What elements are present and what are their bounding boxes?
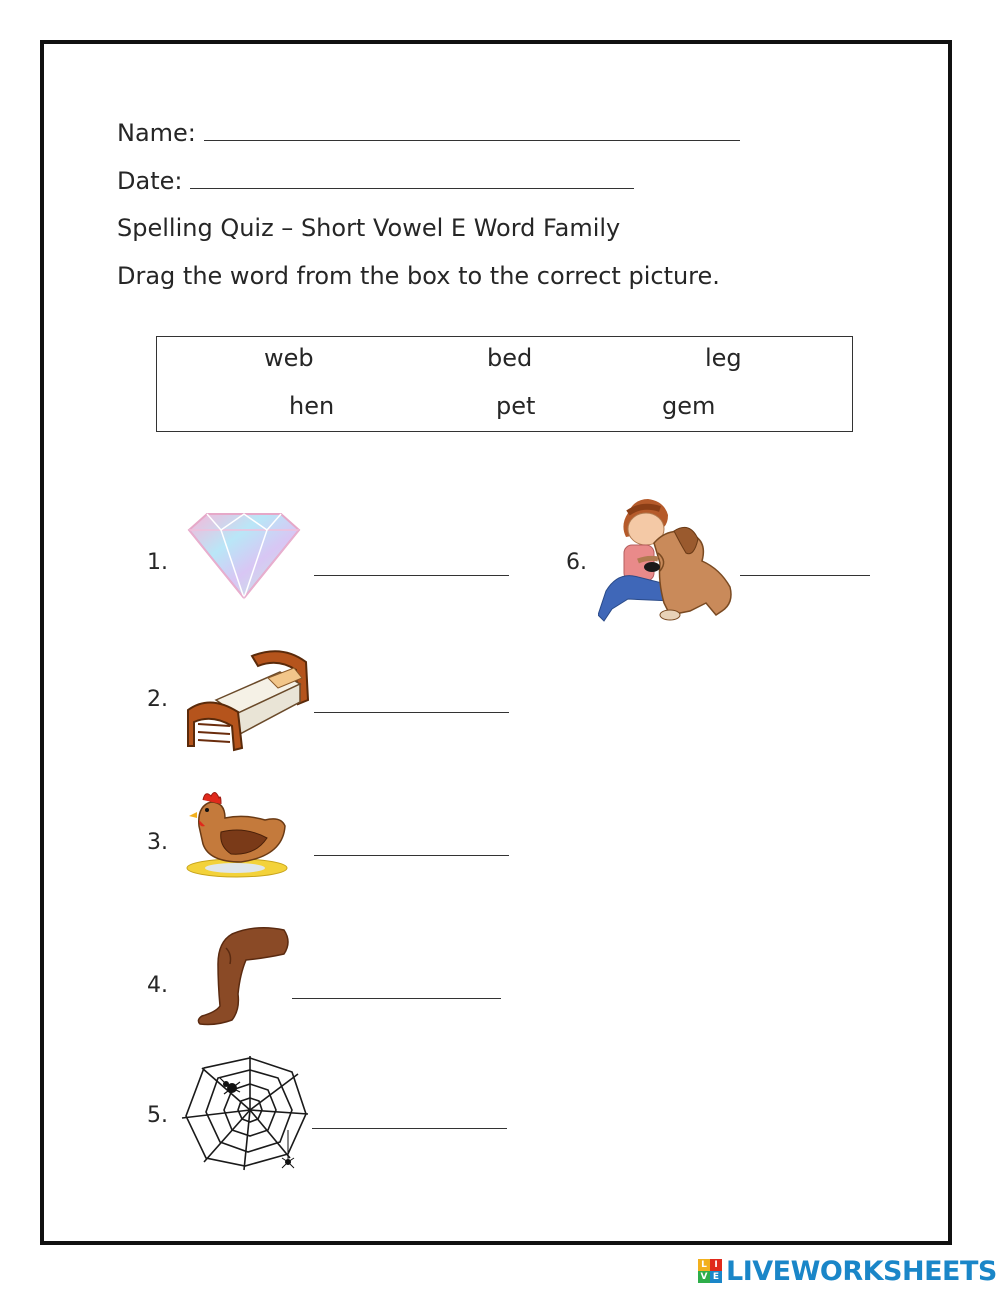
logo-letter-e: E (710, 1271, 722, 1283)
word-bed[interactable]: bed (487, 344, 533, 372)
logo-letter-v: V (698, 1271, 710, 1283)
date-field[interactable] (190, 166, 634, 189)
name-label: Name: (117, 119, 196, 147)
answer-blank-6[interactable] (740, 571, 870, 576)
brand-text: LIVEWORKSHEETS (726, 1255, 997, 1287)
hen-icon (185, 786, 289, 880)
item-number-3: 3. (147, 830, 168, 855)
answer-blank-2[interactable] (314, 708, 509, 713)
word-bank (156, 336, 853, 432)
date-row (117, 166, 634, 195)
quiz-title: Spelling Quiz – Short Vowel E Word Family (117, 214, 621, 242)
item-number-1: 1. (147, 550, 168, 575)
boy-hugging-dog-icon (598, 491, 738, 623)
item-number-2: 2. (147, 687, 168, 712)
word-pet[interactable]: pet (496, 392, 536, 420)
liveworksheets-logo-icon (698, 1259, 722, 1283)
answer-blank-4[interactable] (292, 994, 501, 999)
item-number-6: 6. (566, 550, 587, 575)
instructions: Drag the word from the box to the correct picture. (117, 262, 720, 290)
word-leg[interactable]: leg (705, 344, 742, 372)
date-label: Date: (117, 167, 183, 195)
name-field[interactable] (204, 118, 740, 141)
leg-icon (196, 924, 292, 1028)
item-number-4: 4. (147, 973, 168, 998)
item-number-5: 5. (147, 1103, 168, 1128)
logo-letter-l: L (698, 1259, 710, 1271)
bed-icon (186, 648, 310, 752)
liveworksheets-brand (698, 1256, 997, 1286)
name-row (117, 118, 740, 147)
answer-blank-3[interactable] (314, 851, 509, 856)
spider-web-icon (180, 1054, 310, 1172)
word-hen[interactable]: hen (289, 392, 335, 420)
logo-letter-i: I (710, 1259, 722, 1271)
answer-blank-5[interactable] (312, 1124, 507, 1129)
word-gem[interactable]: gem (662, 392, 716, 420)
gem-icon (185, 510, 303, 600)
answer-blank-1[interactable] (314, 571, 509, 576)
word-web[interactable]: web (264, 344, 314, 372)
